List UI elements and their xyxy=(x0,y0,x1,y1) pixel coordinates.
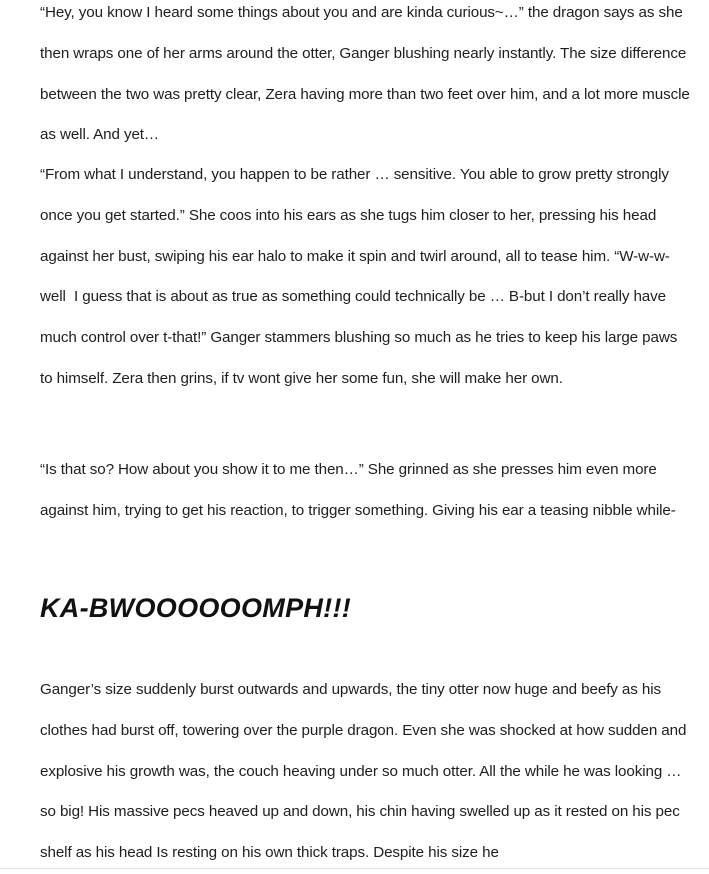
story-paragraph: “Is that so? How about you show it to me then…” She grinned as she presses him even more against him, trying to get his reaction, to trigger something. Giving his ear a teasing nibble while- xyxy=(40,461,676,519)
story-paragraph: “Hey, you know I heard some things about you and are kinda curious~…” the dragon says as she then wraps one of her arms around the otter, Ganger blushing nearly instantly. The size difference between the two was pretty clear, Zera having more than two feet over him, and a lot more muscle as well. And yet… xyxy=(40,4,694,144)
story-paragraph: Ganger’s size suddenly burst outwards and upwards, the tiny otter now huge and beefy as his clothes had burst off, towering over the purple dragon. Even she was shocked at how sudden and explosive his growth was, the couch heaving under so much otter. All the while he was looking … so big! His massive pecs heaved up and down, his chin having swelled up as it rested on his pec shelf as his head Is resting on his own thick traps. Despite his size he xyxy=(40,681,691,862)
sound-effect-heading: KA-BWOOOOOOMPH!!! xyxy=(40,593,352,623)
story-paragraph: “From what I understand, you happen to be rather … sensitive. You able to grow pretty strongly once you get started.” She coos into his ears as she tugs him closer to her, pressing his head against her bust, swiping his ear halo to make it spin and twirl around, all to tease him. “W-w-w-well I guess that is about as true as something could technically be … B-but I don’t really have much control over t-that!” Ganger stammers blushing so much as he tries to keep his large paws to himself. Zera then grins, if tv wont give her some fun, she will make her own. xyxy=(40,166,682,387)
